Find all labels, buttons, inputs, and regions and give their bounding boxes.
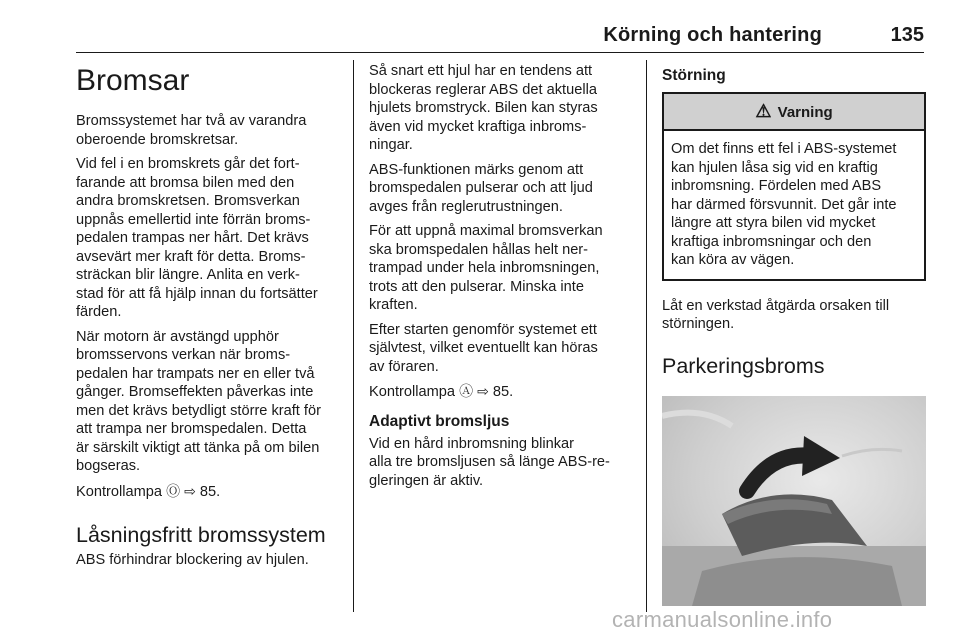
paragraph: ABS förhindrar blockering av hjulen. [76, 552, 309, 568]
column-divider-right [646, 60, 647, 612]
paragraph: För att uppnå maximal bromsverkan ska bromspedalen hållas helt ner- trampad under hela inbromsningen, trots att den pulserar. Minska inte kraften. [369, 223, 603, 313]
paragraph: Vid fel i en bromskrets går det fort- farande att bromsa bilen med den andra bromskretsen. Bromsverkan uppnås emellertid inte förrän broms- pedalen trampas ner hårt. Det krävs avsevärt mer kraft för detta. Broms- sträckan blir längre. Anlita en verk- stad för att få hjälp innan du fortsätter färden. [76, 156, 318, 320]
paragraph: Låt en verkstad åtgärda orsaken till störningen. [662, 297, 890, 332]
warning-text: Om det finns ett fel i ABS-systemet kan hjulen låsa sig vid en kraftig inbromsning. Fördelen med ABS har därmed försvunnit. Det går inte längre att styra bilen vid mycket kraftiga inbromsningar och den kan köra av vägen. [671, 141, 897, 268]
paragraph: Så snart ett hjul har en tendens att blockeras reglerar ABS det aktuella hjulets bromstryck. Bilen kan styras även vid mycket kraftiga inbroms- ningar. [369, 63, 598, 153]
section-heading-parking-brake: Parkeringsbroms [662, 353, 825, 378]
column-3 [662, 62, 926, 606]
paragraph: Bromssystemet har två av varandra oberoende bromskretsar. [76, 113, 307, 148]
page-reference-arrow-icon: ⇨ [477, 383, 489, 399]
paragraph: Vid en hård inbromsning blinkar alla tre bromsljusen så länge ABS-re- gleringen är aktiv. [369, 435, 610, 489]
page-reference: 85. [492, 384, 514, 400]
column-divider-left [353, 60, 354, 612]
parking-brake-photo [662, 396, 926, 606]
warning-header [664, 94, 924, 131]
page-header-title: Körning och hantering [603, 24, 822, 46]
page-number: 135 [890, 24, 924, 46]
parking-brake-illustration [662, 396, 926, 606]
subheading-malfunction: Störning [662, 67, 726, 84]
control-lamp-label: Kontrollampa [76, 483, 162, 500]
control-lamp-label: Kontrollampa [369, 384, 455, 400]
column-2 [369, 62, 637, 496]
page-reference: 85. [199, 483, 221, 500]
watermark: carmanualsonline.info [612, 607, 833, 632]
warning-title: Varning [777, 104, 833, 121]
paragraph: ABS-funktionen märks genom att bromspedalen pulserar och att ljud avges från reglerutrustningen. [369, 161, 593, 215]
control-lamp-reference [369, 382, 637, 402]
abs-lamp-icon: Ⓐ [459, 383, 474, 399]
section-heading-bromsar: Bromsar [76, 64, 190, 97]
paragraph: Efter starten genomför systemet ett självtest, vilket eventuellt kan höras av föraren. [369, 321, 598, 375]
control-lamp-reference [76, 482, 346, 502]
page-reference-arrow-icon: ⇨ [184, 482, 196, 499]
subheading-adaptive-brake-light: Adaptivt bromsljus [369, 412, 510, 430]
warning-body [664, 131, 924, 279]
warning-box [662, 92, 926, 281]
section-heading-abs: Låsningsfritt bromssystem [76, 523, 326, 547]
column-1 [76, 62, 346, 576]
header-rule [76, 52, 924, 53]
paragraph: När motorn är avstängd upphör bromsservons verkan när broms- pedalen har trampats ner en eller två gånger. Bromseffekten påverkas inte men det krävs betydligt större kraft för att trampa ner bromspedalen. Detta är särskilt viktigt att tänka på om bilen bogseras. [76, 328, 321, 474]
warning-triangle-icon: ⚠ [755, 101, 772, 121]
brake-warning-lamp-icon: Ⓞ [166, 482, 181, 499]
